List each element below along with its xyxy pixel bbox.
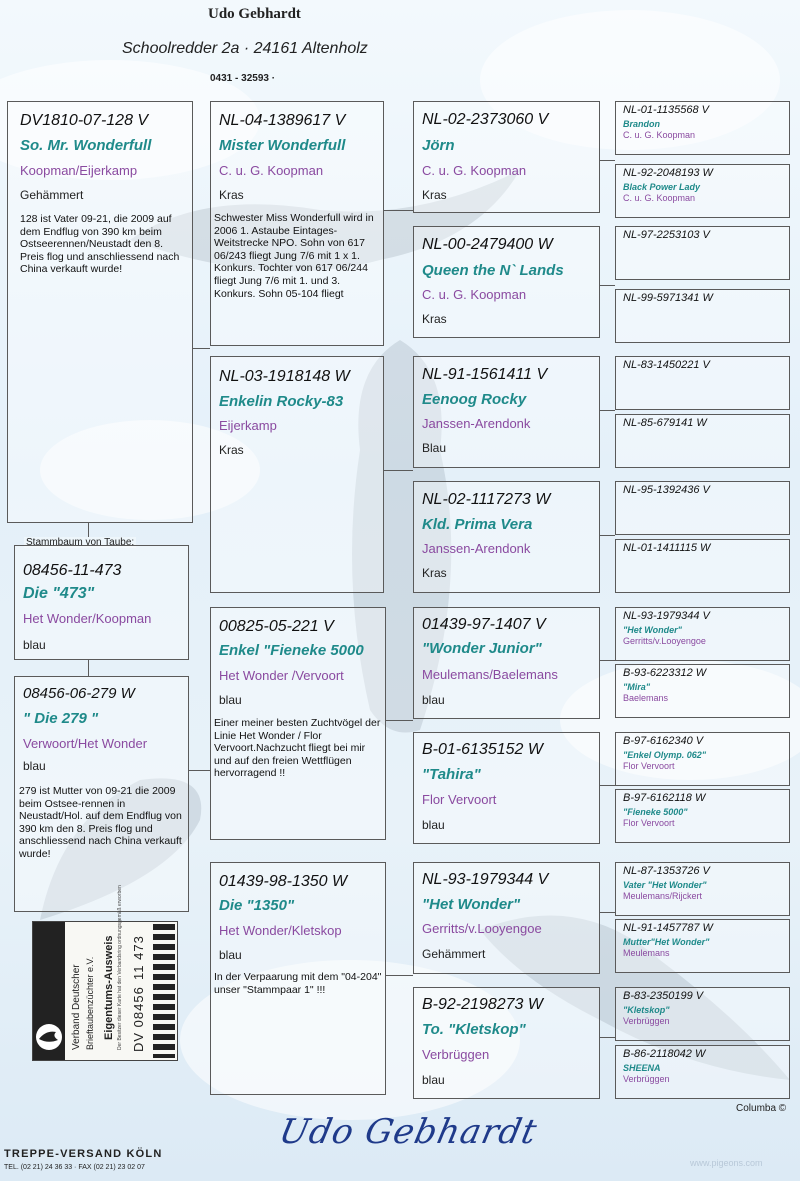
ring-number: NL-97-2253103 V <box>623 229 710 241</box>
bird-name: "Fieneke 5000" <box>623 807 688 817</box>
pedigree-card-great-grandparent <box>413 101 600 213</box>
pedigree-card-great-grandparent <box>413 481 600 593</box>
ring-number: B-97-6162118 W <box>623 792 706 804</box>
pedigree-card-ancestor <box>615 919 790 973</box>
ring-number: NL-91-1561411 V <box>422 366 548 383</box>
owner-address: Schoolredder 2a · 24161 Altenholz <box>122 40 368 57</box>
breeder-name: Meulemans/Baelemans <box>422 667 558 682</box>
pedigree-card-grandparent <box>210 101 384 346</box>
breeder-name: Janssen-Arendonk <box>422 416 531 431</box>
ring-number: NL-83-1450221 V <box>623 359 710 371</box>
connector-line <box>384 470 413 471</box>
ring-number: NL-04-1389617 V <box>219 112 346 129</box>
pedigree-of-label: Stammbaum von Taube: <box>26 537 135 548</box>
breeder-name: C. u. G. Koopman <box>219 163 324 178</box>
breeder-name: Flor Vervoort <box>422 792 497 807</box>
bird-name: "Mira" <box>623 682 651 692</box>
copyright-label: Columba © <box>736 1103 787 1114</box>
breeder-name: Koopman/Eijerkamp <box>20 163 138 178</box>
connector-line <box>193 348 210 349</box>
ownership-card <box>32 885 178 1061</box>
ring-number: DV1810-07-128 V <box>20 112 149 129</box>
bird-name: Mister Wonderfull <box>219 137 346 154</box>
bird-name: So. Mr. Wonderfull <box>20 137 152 154</box>
pedigree-card-son <box>7 101 193 523</box>
pedigree-card-ancestor <box>615 289 790 343</box>
card-ring-number: 11 473 <box>131 935 146 980</box>
owner-phone: 0431 - 32593 · <box>210 73 276 84</box>
card-association-line2: Brieftaubenzüchter e.V. <box>85 956 95 1050</box>
bird-color: Kras <box>219 443 244 457</box>
pedigree-card-grandparent <box>210 607 386 840</box>
ring-number: 01439-97-1407 V <box>422 616 546 633</box>
ring-number: NL-01-1135568 V <box>623 104 710 116</box>
vendor-phone: TEL. (02 21) 24 36 33 · FAX (02 21) 23 02 07 <box>4 1164 145 1171</box>
ring-number: NL-91-1457787 W <box>623 922 713 934</box>
connector-line <box>386 975 413 976</box>
bird-name: "Kletskop" <box>623 1005 670 1015</box>
connector-line <box>386 720 413 721</box>
owner-name: Udo Gebhardt <box>208 6 301 22</box>
pedigree-card-ancestor <box>615 481 790 535</box>
ring-number: NL-93-1979344 V <box>422 871 549 888</box>
bird-name: " Die 279 " <box>23 710 99 727</box>
breeder-name: C. u. G. Koopman <box>422 163 527 178</box>
bird-color: blau <box>422 693 445 707</box>
pedigree-card-great-grandparent <box>413 862 600 974</box>
ring-number: B-93-6223312 W <box>623 667 707 679</box>
ring-number: NL-02-1117273 W <box>422 491 551 508</box>
ring-number: 08456-11-473 <box>23 562 122 579</box>
connector-line <box>384 210 413 211</box>
pedigree-card-ancestor <box>615 226 790 280</box>
ring-number: NL-85-679141 W <box>623 417 707 429</box>
ring-number: 08456-06-279 W <box>23 685 135 702</box>
bird-note: Einer meiner besten Zuchtvögel der Linie Het Wonder / Flor Vervoort.Nachzucht fliegt bei mir und auf den freien Wettflügen hervorragend !! <box>214 717 381 780</box>
card-security-strip <box>153 924 175 1058</box>
bird-name: To. "Kletskop" <box>422 1021 526 1038</box>
bird-color: blau <box>219 948 242 962</box>
breeder-name: Het Wonder/Koopman <box>23 611 152 626</box>
connector-line <box>600 410 615 411</box>
breeder-name: Gerritts/v.Looyengoe <box>422 921 542 936</box>
bird-name: Enkelin Rocky-83 <box>219 393 344 410</box>
breeder-name: Baelemans <box>623 693 669 703</box>
bird-note: 279 ist Mutter von 09-21 die 2009 beim Ostsee-rennen in Neustadt/Hol. auf dem Endflug von 390 km den 8. Preis flog und anschliessend nach China verkauft wurde! <box>19 785 182 860</box>
ring-number: NL-03-1918148 W <box>219 368 350 385</box>
ring-number: NL-95-1392436 V <box>623 484 710 496</box>
pedigree-card-great-grandparent <box>413 356 600 468</box>
pedigree-card-ancestor <box>615 164 790 218</box>
breeder-name: Verbrüggen <box>623 1074 670 1084</box>
dove-logo-icon <box>34 1022 64 1052</box>
pedigree-card-great-grandparent <box>413 732 600 844</box>
breeder-name: C. u. G. Koopman <box>623 193 696 203</box>
vendor-name: TREPPE-VERSAND KÖLN <box>4 1148 163 1160</box>
card-association-line1: Verband Deutscher <box>71 964 82 1050</box>
bird-name: Jörn <box>422 137 455 154</box>
ring-number: NL-02-2373060 V <box>422 111 549 128</box>
bird-note: Schwester Miss Wonderfull wird in 2006 1. Astaube Eintages- Weitstrecke NPO. Sohn von 617 06/243 fliegt Jung 7/6 mit 1 x 1. Konkurs. Tochter von 617 06/244 fliegt Jung 7/6 mit 1. und 3. Konkurs. Sohn 05-104 fliegt <box>214 212 374 300</box>
connector-line <box>189 770 210 771</box>
bird-color: Gehämmert <box>422 947 486 961</box>
bird-color: Kras <box>422 312 447 326</box>
pedigree-card-great-grandparent <box>413 607 600 719</box>
ring-number: B-86-2118042 W <box>623 1048 706 1060</box>
breeder-name: Janssen-Arendonk <box>422 541 531 556</box>
ring-number: B-83-2350199 V <box>623 990 704 1002</box>
ring-number: NL-93-1979344 V <box>623 610 710 622</box>
breeder-name: Verbrüggen <box>623 1016 670 1026</box>
bird-name: "Het Wonder" <box>623 625 682 635</box>
ring-number: B-97-6162340 V <box>623 735 704 747</box>
bird-name: "Wonder Junior" <box>422 640 542 657</box>
bird-name: Mutter"Het Wonder" <box>623 937 710 947</box>
ring-number: NL-92-2048193 W <box>623 167 713 179</box>
connector-line <box>600 160 615 161</box>
bird-color: Kras <box>219 188 244 202</box>
ring-number: B-92-2198273 W <box>422 996 543 1013</box>
connector-line <box>88 660 89 676</box>
connector-line <box>600 285 615 286</box>
pedigree-card-grandparent <box>210 862 386 1095</box>
pedigree-card-ancestor <box>615 414 790 468</box>
card-black-band <box>33 922 65 1060</box>
ring-number: NL-01-1411115 W <box>623 542 711 554</box>
pedigree-card-ancestor <box>615 101 790 155</box>
breeder-name: Meulemans <box>623 948 670 958</box>
bird-color: Gehämmert <box>20 188 84 202</box>
breeder-name: Het Wonder/Kletskop <box>219 923 342 938</box>
breeder-name: Flor Vervoort <box>623 761 675 771</box>
owner-signature: Udo Gebhardt <box>275 1112 541 1152</box>
bird-name: Vater "Het Wonder" <box>623 880 707 890</box>
bird-name: Die "473" <box>23 585 95 602</box>
bird-name: SHEENA <box>623 1063 661 1073</box>
card-title: Eigentums-Ausweis <box>103 935 115 1040</box>
ring-number: 00825-05-221 V <box>219 618 334 635</box>
pedigree-card-great-grandparent <box>413 987 600 1099</box>
watermark-text: www.pigeons.com <box>690 1158 763 1168</box>
pedigree-card-ancestor <box>615 356 790 410</box>
bird-name: Eenoog Rocky <box>422 391 527 408</box>
pedigree-card-ancestor <box>615 664 790 718</box>
connector-line <box>600 785 615 786</box>
pedigree-card-ancestor <box>615 1045 790 1099</box>
breeder-name: C. u. G. Koopman <box>422 287 527 302</box>
breeder-name: Het Wonder /Vervoort <box>219 668 344 683</box>
pedigree-card-ancestor <box>615 862 790 916</box>
bird-name: "Tahira" <box>422 766 481 783</box>
card-fineprint: Der Besitzer dieser Karte hat den Verbandsring ordnungsgemäß erworben <box>117 885 123 1050</box>
ring-number: NL-00-2479400 W <box>422 236 553 253</box>
breeder-name: Verbrüggen <box>422 1047 490 1062</box>
breeder-name: Verwoort/Het Wonder <box>23 736 148 751</box>
ring-number: B-01-6135152 W <box>422 741 543 758</box>
bird-name: Queen the N` Lands <box>422 262 564 279</box>
connector-line <box>600 660 615 661</box>
breeder-name: C. u. G. Koopman <box>623 130 696 140</box>
pedigree-card-great-grandparent <box>413 226 600 338</box>
pedigree-card-dam <box>14 676 189 912</box>
bird-name: Brandon <box>623 119 660 129</box>
pedigree-card-ancestor <box>615 539 790 593</box>
connector-line <box>600 912 615 913</box>
bird-name: "Het Wonder" <box>422 896 521 913</box>
bird-color: blau <box>219 693 242 707</box>
pedigree-card-grandparent <box>210 356 384 593</box>
connector-line <box>600 1037 615 1038</box>
breeder-name: Meulemans/Rijckert <box>623 891 703 901</box>
bird-name: Black Power Lady <box>623 182 701 192</box>
breeder-name: Flor Vervoort <box>623 818 675 828</box>
pedigree-card-ancestor <box>615 607 790 661</box>
bird-color: blau <box>422 818 445 832</box>
bird-color: Blau <box>422 441 447 455</box>
card-ring-prefix: DV 08456 <box>131 986 146 1052</box>
bird-color: blau <box>23 759 46 773</box>
ring-number: NL-87-1353726 V <box>623 865 710 877</box>
bird-name: Enkel "Fieneke 5000 <box>219 642 364 659</box>
bird-color: blau <box>23 638 46 652</box>
bird-name: "Enkel Olymp. 062" <box>623 750 707 760</box>
pedigree-card-ancestor <box>615 789 790 843</box>
bird-color: Kras <box>422 188 447 202</box>
bird-note: In der Verpaarung mit dem "04-204" unser "Stammpaar 1" !!! <box>214 971 382 996</box>
breeder-name: Gerritts/v.Looyengoe <box>623 636 706 646</box>
bird-note: 128 ist Vater 09-21, die 2009 auf dem Endflug von 390 km beim Ostseerennen/Neustadt den 8. Preis flog und anschliessend nach China verkauft wurde! <box>20 213 180 276</box>
bird-color: Kras <box>422 566 447 580</box>
pedigree-card-ancestor <box>615 987 790 1041</box>
pedigree-card-ancestor <box>615 732 790 786</box>
breeder-name: Eijerkamp <box>219 418 277 433</box>
ring-number: 01439-98-1350 W <box>219 873 348 890</box>
ring-number: NL-99-5971341 W <box>623 292 713 304</box>
pedigree-card-subject <box>14 545 189 660</box>
bird-name: Die "1350" <box>219 897 295 914</box>
bird-color: blau <box>422 1073 445 1087</box>
bird-name: Kld. Prima Vera <box>422 516 533 533</box>
connector-line <box>600 535 615 536</box>
